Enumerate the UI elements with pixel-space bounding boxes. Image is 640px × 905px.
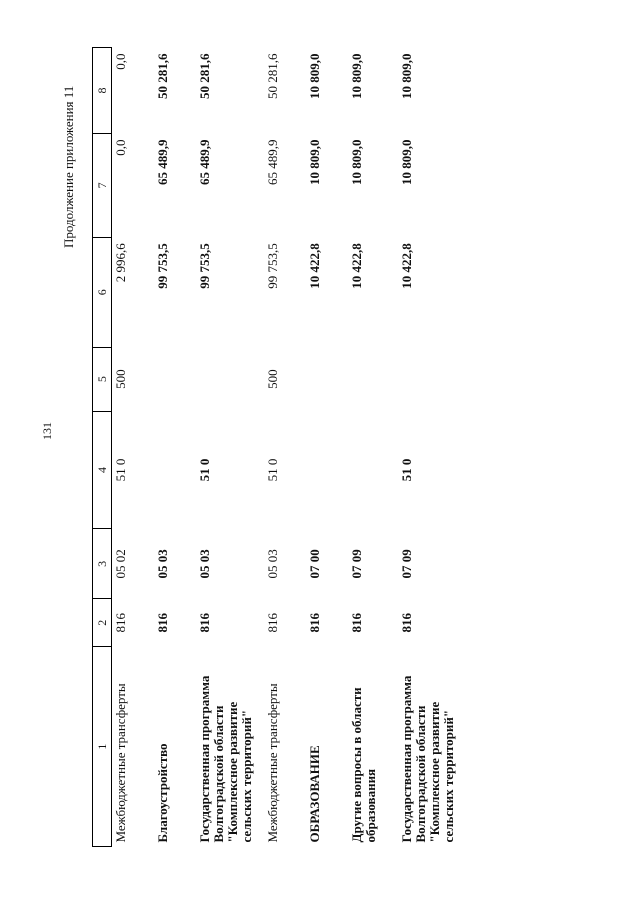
column-header: 5 [93,347,112,411]
table-row [196,48,264,847]
cell-c3: 07 09 [349,549,364,579]
cell-c4 [348,411,398,529]
cell-c4 [154,411,196,529]
cell-c4: 51 0 [197,458,212,482]
cell-c3: 05 03 [197,549,212,579]
cell-c6: 99 753,5 [265,243,280,289]
cell-c7: 0,0 [113,139,128,156]
cell-c8: 50 281,6 [197,53,212,99]
cell-c8: 50 281,6 [155,53,170,99]
cell-c8: 10 809,0 [399,53,414,99]
cell-c4: 51 0 [265,458,280,482]
table-row [264,48,306,847]
cell-c4: 51 0 [399,458,414,482]
cell-c6: 10 422,8 [349,243,364,289]
cell-c3: 05 03 [265,549,280,579]
row-name: Государственная программа Волгоградской области "Комплексное развитие сельских территорий" [197,675,254,843]
row-name: Другие вопросы в области образования [349,687,378,843]
cell-c8: 10 809,0 [307,53,322,99]
column-header: 2 [93,599,112,647]
cell-c7: 65 489,9 [265,139,280,185]
cell-c5 [398,347,466,411]
row-name: Межбюджетные трансферты [113,683,128,843]
cell-c8: 10 809,0 [349,53,364,99]
column-header: 3 [93,529,112,599]
table-row [306,48,348,847]
cell-c2: 816 [155,612,170,633]
page-number: 131 [40,422,54,440]
row-name: ОБРАЗОВАНИЕ [307,745,322,843]
cell-c8: 50 281,6 [265,53,280,99]
cell-c6: 10 422,8 [399,243,414,289]
cell-c2: 816 [349,612,364,633]
table-row [398,48,466,847]
column-header: 6 [93,237,112,347]
table-row [112,48,155,847]
table-row [154,48,196,847]
cell-c6: 10 422,8 [307,243,322,289]
cell-c5 [196,347,264,411]
cell-c4: 51 0 [113,458,128,482]
cell-c2: 816 [197,612,212,633]
cell-c7: 10 809,0 [399,139,414,185]
cell-c6: 99 753,5 [197,243,212,289]
budget-table-rotated [92,47,512,847]
cell-c5 [154,347,196,411]
cell-c7: 10 809,0 [307,139,322,185]
cell-c3: 05 03 [155,549,170,579]
cell-c3: 07 09 [399,549,414,579]
cell-c5 [348,347,398,411]
column-header: 1 [93,647,112,847]
cell-c3: 07 00 [307,549,322,579]
cell-c7: 65 489,9 [155,139,170,185]
cell-c7: 10 809,0 [349,139,364,185]
column-header: 7 [93,133,112,237]
cell-c7: 65 489,9 [197,139,212,185]
cell-c8: 0,0 [113,53,128,70]
cell-c5 [306,347,348,411]
continuation-caption: Продолжение приложения 11 [61,85,76,248]
column-header: 8 [93,48,112,134]
table-header-row [93,48,112,847]
cell-c5: 500 [113,369,128,389]
row-name: Благоустройство [155,743,170,843]
cell-c2: 816 [265,612,280,633]
cell-c2: 816 [399,612,414,633]
table-row [348,48,398,847]
cell-c2: 816 [113,612,128,633]
cell-c2: 816 [307,612,322,633]
cell-c5: 500 [265,369,280,389]
cell-c3: 05 02 [113,549,128,579]
cell-c6: 2 996,6 [113,243,128,283]
row-name: Межбюджетные трансферты [265,683,280,843]
budget-table [92,47,466,847]
cell-c4 [306,411,348,529]
column-header: 4 [93,411,112,529]
cell-c6: 99 753,5 [155,243,170,289]
row-name: Государственная программа Волгоградской области "Комплексное развитие сельских территорий" [399,675,456,843]
